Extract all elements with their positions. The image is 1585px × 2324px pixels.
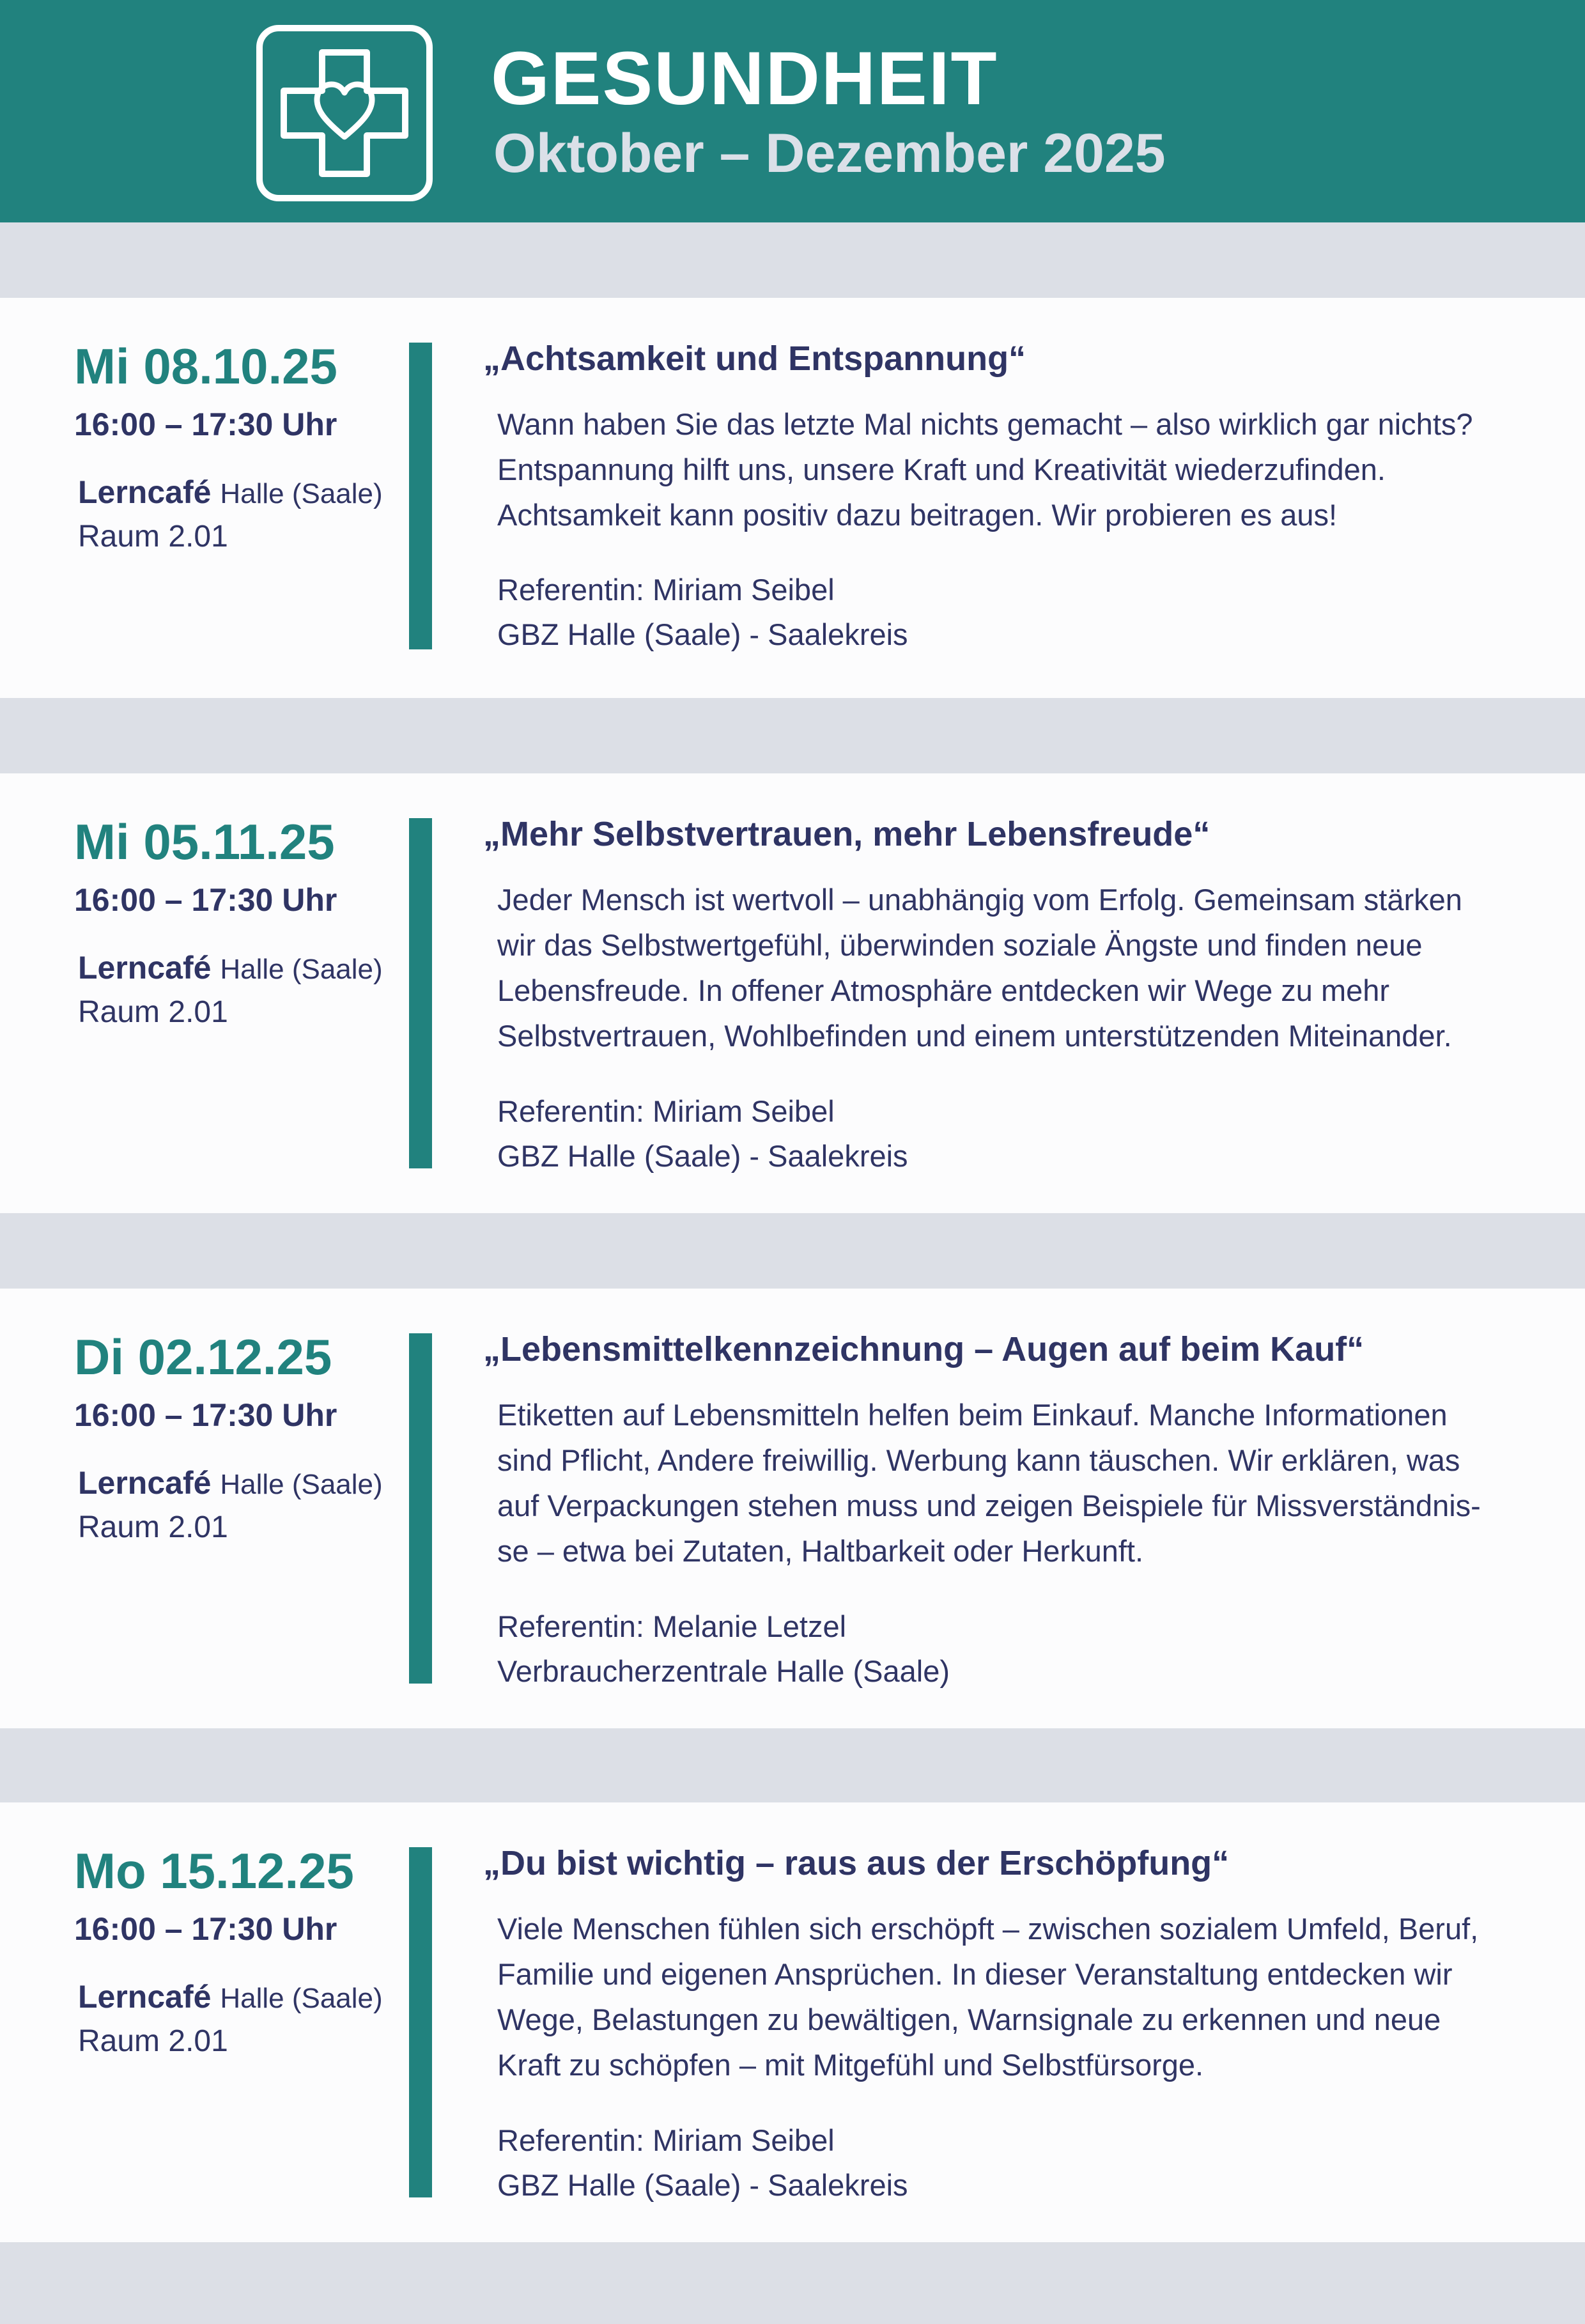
description-line: Selbstvertrauen, Wohlbefinden und einem unterstützenden Miteinander.	[497, 1019, 1452, 1053]
event-title: „Lebensmittelkennzeichnung – Augen auf beim Kauf“	[483, 1330, 1365, 1368]
event-speaker	[497, 1604, 950, 1694]
health-cross-heart-icon	[256, 24, 433, 202]
event-description	[497, 1392, 1494, 1574]
event-room: Raum 2.01	[78, 2024, 228, 2058]
description-line: Achtsamkeit kann positiv dazu beitragen. Wir probieren es aus!	[497, 498, 1338, 532]
description-line: Viele Menschen fühlen sich erschöpft – zwischen sozialem Umfeld, Beruf,	[497, 1912, 1479, 1946]
location-city: Halle (Saale)	[220, 478, 383, 509]
location-city: Halle (Saale)	[220, 1469, 383, 1500]
speaker-organization: Verbraucherzentrale Halle (Saale)	[497, 1654, 950, 1688]
event-title: „Mehr Selbstvertrauen, mehr Lebensfreude“	[483, 815, 1210, 853]
event-card	[0, 298, 1585, 698]
speaker-organization: GBZ Halle (Saale) - Saalekreis	[497, 617, 908, 651]
location-name: Lerncafé	[78, 950, 212, 986]
description-line: Lebensfreude. In offener Atmosphäre entdecken wir Wege zu mehr	[497, 973, 1390, 1007]
event-room: Raum 2.01	[78, 520, 228, 554]
page-header	[0, 0, 1585, 222]
event-title: „Du bist wichtig – raus aus der Erschöpfung“	[483, 1844, 1230, 1882]
location-name: Lerncafé	[78, 474, 212, 510]
page-subtitle: Oktober – Dezember 2025	[493, 123, 1166, 184]
event-date: Di 02.12.25	[74, 1329, 332, 1385]
event-speaker	[497, 2118, 908, 2208]
event-speaker	[497, 568, 908, 657]
location-city: Halle (Saale)	[220, 1983, 383, 2014]
event-description	[497, 401, 1494, 538]
description-line: Jeder Mensch ist wertvoll – unabhängig vom Erfolg. Gemeinsam stärken	[497, 883, 1462, 917]
event-card	[0, 773, 1585, 1213]
event-description	[497, 1906, 1494, 2088]
location-name: Lerncafé	[78, 1979, 212, 2015]
speaker-name: Referentin: Miriam Seibel	[497, 573, 835, 607]
event-date: Mi 08.10.25	[74, 338, 337, 394]
location-city: Halle (Saale)	[220, 954, 383, 985]
event-location	[78, 949, 383, 989]
speaker-name: Referentin: Miriam Seibel	[497, 2123, 835, 2157]
event-room: Raum 2.01	[78, 1510, 228, 1544]
speaker-organization: GBZ Halle (Saale) - Saalekreis	[497, 1139, 908, 1173]
event-speaker	[497, 1089, 908, 1179]
event-location	[78, 1978, 383, 2018]
event-time: 16:00 – 17:30 Uhr	[74, 1911, 337, 1947]
event-date: Mi 05.11.25	[74, 814, 335, 870]
event-room: Raum 2.01	[78, 995, 228, 1029]
page-title: GESUNDHEIT	[491, 36, 998, 121]
event-time: 16:00 – 17:30 Uhr	[74, 882, 337, 918]
description-line: Wege, Belastungen zu bewältigen, Warnsignale zu erkennen und neue	[497, 2003, 1441, 2036]
description-line: Etiketten auf Lebensmitteln helfen beim Einkauf. Manche Informationen	[497, 1398, 1448, 1432]
event-title: „Achtsamkeit und Entspannung“	[483, 339, 1026, 378]
description-line: Kraft zu schöpfen – mit Mitgefühl und Selbstfürsorge.	[497, 2048, 1204, 2082]
event-time: 16:00 – 17:30 Uhr	[74, 1397, 337, 1433]
accent-bar	[409, 818, 432, 1168]
speaker-name: Referentin: Melanie Letzel	[497, 1609, 847, 1643]
location-name: Lerncafé	[78, 1465, 212, 1501]
description-line: Wann haben Sie das letzte Mal nichts gemacht – also wirklich gar nichts?	[497, 407, 1473, 441]
description-line: sind Pflicht, Andere freiwillig. Werbung kann täuschen. Wir erklären, was	[497, 1443, 1460, 1477]
accent-bar	[409, 1847, 432, 2197]
event-description	[497, 877, 1494, 1058]
event-card	[0, 1802, 1585, 2242]
accent-bar	[409, 343, 432, 649]
speaker-name: Referentin: Miriam Seibel	[497, 1094, 835, 1128]
event-time: 16:00 – 17:30 Uhr	[74, 407, 337, 442]
description-line: Entspannung hilft uns, unsere Kraft und Kreativität wiederzufinden.	[497, 453, 1386, 486]
speaker-organization: GBZ Halle (Saale) - Saalekreis	[497, 2168, 908, 2202]
event-date: Mo 15.12.25	[74, 1843, 354, 1899]
event-card	[0, 1289, 1585, 1728]
description-line: auf Verpackungen stehen muss und zeigen Beispiele für Missverständnis-	[497, 1489, 1481, 1522]
description-line: wir das Selbstwertgefühl, überwinden soziale Ängste und finden neue	[497, 928, 1423, 962]
description-line: Familie und eigenen Ansprüchen. In dieser Veranstaltung entdecken wir	[497, 1957, 1453, 1991]
event-location	[78, 473, 383, 513]
event-location	[78, 1464, 383, 1504]
description-line: se – etwa bei Zutaten, Haltbarkeit oder Herkunft.	[497, 1534, 1144, 1568]
accent-bar	[409, 1333, 432, 1684]
